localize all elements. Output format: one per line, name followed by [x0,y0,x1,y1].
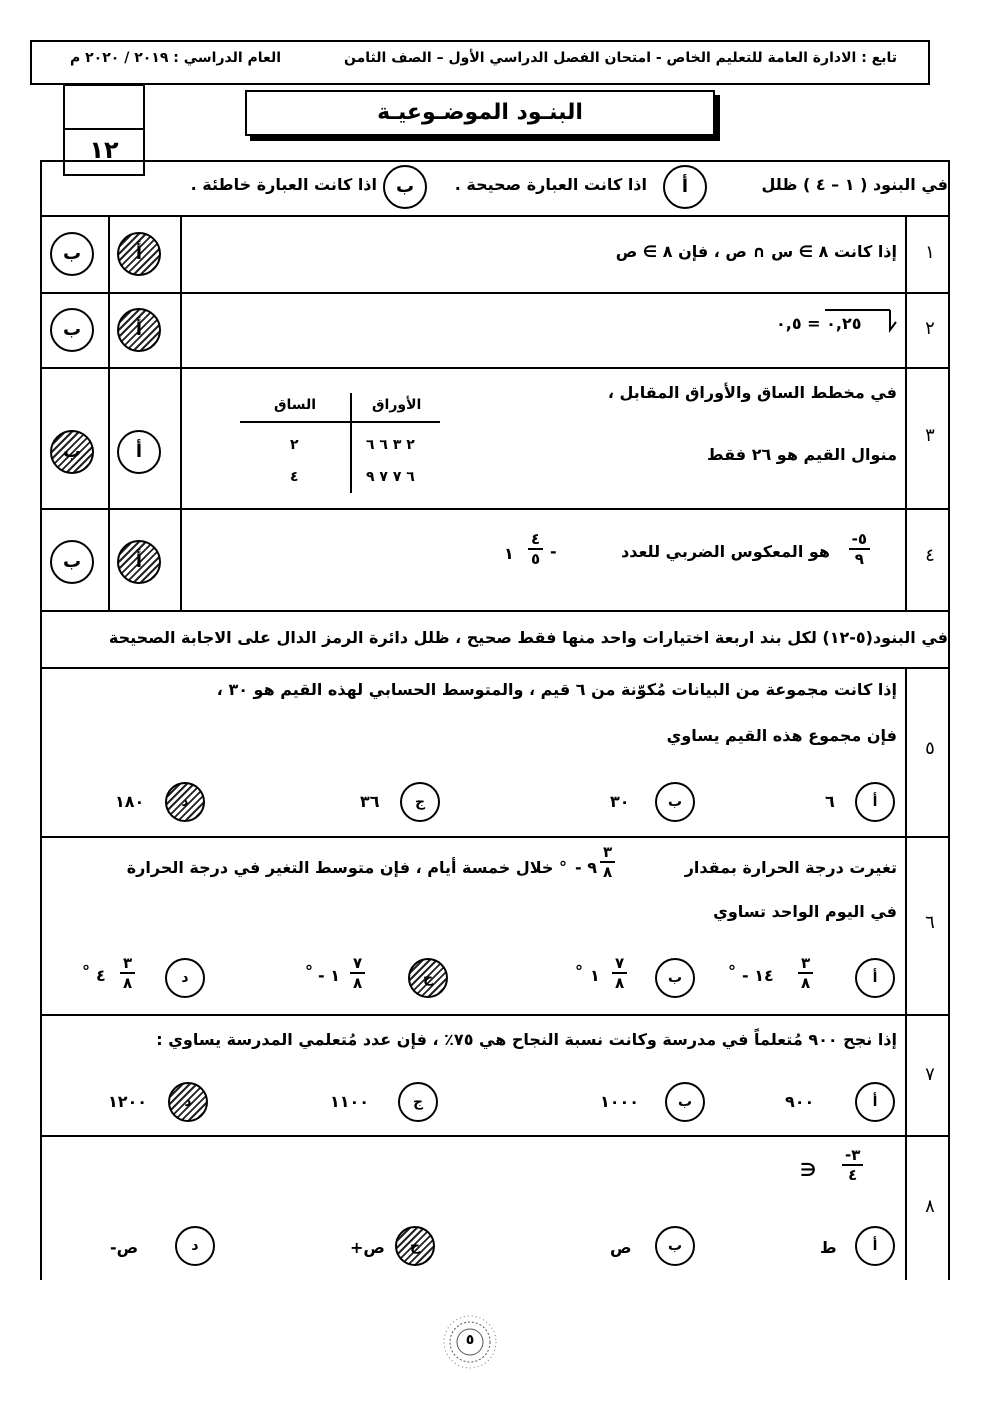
item-2-choice-b[interactable]: ب [50,308,94,352]
q8-option-a-value: ط [820,1238,837,1257]
legend-b-circle: ب [383,165,427,209]
item-1-number: ١ [925,242,935,263]
stem-leaf-header-stem: الساق [274,397,317,413]
q7-option-d[interactable]: د [168,1082,208,1122]
q7-option-c-value: ١١٠٠ [330,1092,370,1111]
item-4-whole: ١ [504,544,514,563]
item-1-choice-b[interactable]: ب [50,232,94,276]
q6-line2: في اليوم الواحد تساوي [713,902,897,921]
item-4-choice-b[interactable]: ب [50,540,94,584]
stem-leaf-stem-row-1: ٢ [290,437,299,453]
q5-option-d-value: ١٨٠ [115,792,145,811]
part1-instruction-end: اذا كانت العبارة خاطئة . [190,175,377,194]
q8-option-b[interactable]: ب [655,1226,695,1266]
q6-option-a-unit: ° [728,962,736,981]
q6-option-d[interactable]: د [165,958,205,998]
stem-leaf-stem-row-2: ٤ [290,469,299,485]
score-value: ١٢ [89,136,119,164]
stem-leaf-header-leaves: الأوراق [372,397,422,413]
item-4-expression: -٥ ٩ هو المعكوس الضربي للعدد - ٤ ٥ ١ [500,528,870,588]
stem-leaf-leaves-row-2: ٦ ٧ ٧ ٩ [366,469,415,485]
q5-option-d[interactable]: د [165,782,205,822]
q7-option-c[interactable]: ج [398,1082,438,1122]
q7-option-b-value: ١٠٠٠ [600,1092,640,1111]
q7-option-a[interactable]: أ [855,1082,895,1122]
q6-line1-whole: - ٩ [575,858,597,877]
item-2-choice-a[interactable]: أ [117,308,161,352]
q5-line2: فإن مجموع هذه القيم يساوي [666,726,897,745]
legend-a-circle: أ [663,165,707,209]
q7-text: إذا نجح ٩٠٠ مُتعلماً في مدرسة وكانت نسبة النجاح هي ٧٥٪ ، فإن عدد مُتعلمي المدرسة يساوي : [156,1030,897,1049]
section-title: البنـود الموضـوعيـة [245,90,715,136]
q8-fraction: -٣ ٤ [842,1146,863,1184]
stem-leaf-leaves-row-1: ٢ ٣ ٦ ٦ [366,437,415,453]
q5-option-a[interactable]: أ [855,782,895,822]
header-title: تابع : الادارة العامة للتعليم الخاص - امتحان الفصل الدراسي الأول – الصف الثامن [344,50,897,66]
q7-number: ٧ [925,1064,935,1085]
q6-option-d-whole: ٤ [96,966,106,985]
q6-option-c[interactable]: ج [408,958,448,998]
q5-option-b-value: ٣٠ [610,792,630,811]
item-3-choice-b[interactable]: ب [50,430,94,474]
item-3-choice-a[interactable]: أ [117,430,161,474]
q6-line1-a: تغيرت درجة الحرارة بمقدار [684,858,897,877]
q6-number: ٦ [925,912,935,933]
q6-option-c-whole: - ١ [318,966,340,985]
item-1-choice-a[interactable]: أ [117,232,161,276]
item-4-frac-main: -٥ ٩ [849,530,870,568]
item-2-number: ٢ [925,318,935,339]
q6-option-d-unit: ° [82,962,90,981]
part1-instruction-mid: اذا كانت العبارة صحيحة . [454,175,647,194]
q6-option-b-whole: ١ [590,966,600,985]
q7-option-b[interactable]: ب [665,1082,705,1122]
item-4-text: هو المعكوس الضربي للعدد [621,542,830,561]
q8-option-c-value: ص+ [350,1238,385,1257]
item-3-number: ٣ [925,425,935,446]
q8-option-a[interactable]: أ [855,1226,895,1266]
q6-option-a-frac: ٣ ٨ [798,954,813,992]
item-1-text: إذا كانت ٨ ∋ س ∩ ص ، فإن ٨ ∋ ص [615,242,897,261]
q6-option-a[interactable]: أ [855,958,895,998]
part1-instruction: في البنود ( ١ – ٤ ) ظلل [761,175,948,194]
q6-option-d-frac: ٣ ٨ [120,954,135,992]
q6-option-c-unit: ° [305,962,313,981]
item-3-line1: في مخطط الساق والأوراق المقابل ، [607,383,897,402]
q6-option-c-frac: ٧ ٨ [350,954,365,992]
page-number-seal [440,1312,500,1372]
q6-option-b-frac: ٧ ٨ [612,954,627,992]
item-3-line2: منوال القيم هو ٢٦ فقط [707,445,897,464]
q8-option-d-value: ص- [110,1238,139,1257]
q6-line1-frac: ٣ ٨ [600,843,615,881]
stem-leaf-plot [240,393,440,493]
q7-option-d-value: ١٢٠٠ [108,1092,148,1111]
q8-option-c[interactable]: ج [395,1226,435,1266]
part2-instruction: في البنود(٥-١٢) لكل بند اربعة اختيارات واحد منها فقط صحيح ، ظلل دائرة الرمز الدال على الاجابة الصحيحة [108,628,948,647]
q6-option-b-unit: ° [575,962,583,981]
item-2-text: ٠,٢٥ = ٠,٥ [776,314,862,333]
q8-symbol: ∋ [800,1160,817,1181]
item-4-number: ٤ [925,545,935,566]
q7-option-a-value: ٩٠٠ [785,1092,815,1111]
q6-option-b[interactable]: ب [655,958,695,998]
item-4-frac-mixed: ٤ ٥ [528,530,543,568]
item-2-expression [770,300,910,340]
item-4-choice-a[interactable]: أ [117,540,161,584]
q5-option-c-value: ٣٦ [360,792,380,811]
academic-year: العام الدراسي : ٢٠١٩ / ٢٠٢٠ م [70,50,282,66]
q5-option-a-value: ٦ [825,792,835,811]
q8-number: ٨ [925,1196,935,1217]
q5-line1: إذا كانت مجموعة من البيانات مُكوّنة من ٦ قيم ، والمتوسط الحسابي لهذه القيم هو ٣٠ ، [216,680,897,699]
q8-option-b-value: ص [610,1238,632,1257]
q5-number: ٥ [925,738,935,759]
page-number: ٥ [465,1332,475,1348]
q6-option-a-whole: - ١٤ [742,966,774,985]
q5-option-c[interactable]: ج [400,782,440,822]
q5-option-b[interactable]: ب [655,782,695,822]
q6-line1-b: ° خلال خمسة أيام ، فإن متوسط التغير في درجة الحرارة [126,858,567,877]
q8-option-d[interactable]: د [175,1226,215,1266]
